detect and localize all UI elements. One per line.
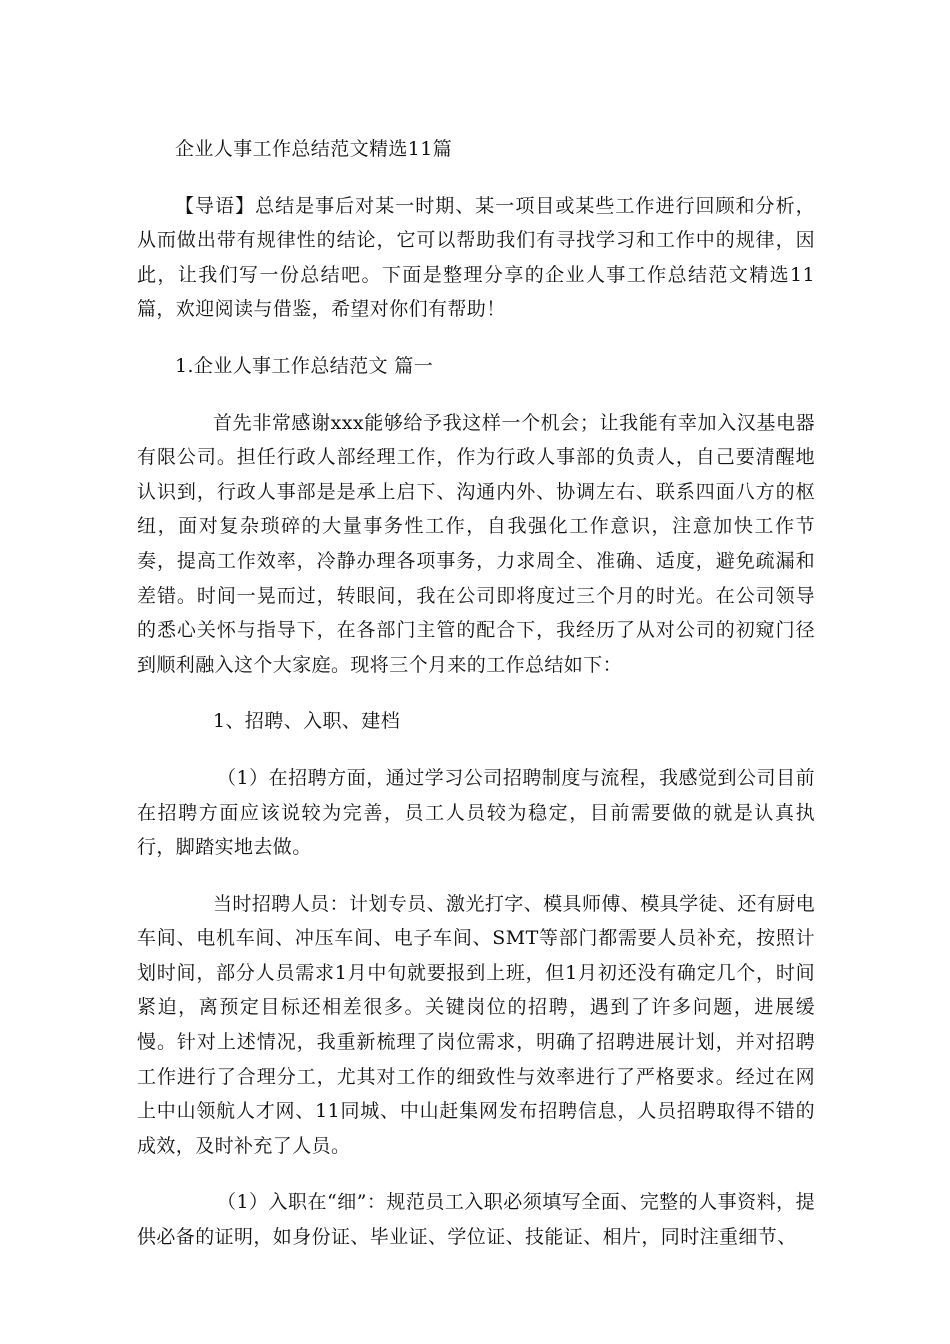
intro-paragraph: 【导语】总结是事后对某一时期、某一项目或某些工作进行回顾和分析，从而做出带有规律性的结论，它可以帮助我们有寻找学习和工作中的规律，因此，让我们写一份总结吧。下面是整理分享的企业人事工作总结范文精选11篇，欢迎阅读与借鉴，希望对你们有帮助！ bbox=[137, 194, 815, 321]
document-title: 企业人事工作总结范文精选11篇 bbox=[175, 138, 453, 160]
body-paragraph-2: （1）在招聘方面，通过学习公司招聘制度与流程，我感觉到公司目前在招聘方面应该说较为完善，员工人员较为稳定，目前需要做的就是认真执行，脚踏实地去做。 bbox=[137, 766, 815, 859]
subheading-recruitment: 1、招聘、入职、建档 bbox=[213, 710, 401, 733]
body-paragraph-1: 首先非常感谢xxx能够给予我这样一个机会；让我能有幸加入汉基电器有限公司。担任行政人部经理工作，作为行政人事部的负责人，自己要清醒地认识到，行政人事部是是承上启下、沟通内外、协调左右、联系四面八方的枢纽，面对复杂琐碎的大量事务性工作，自我强化工作意识，注意加快工作节奏，提高工作效率，冷静办理各项事务，力求周全、准确、适度，避免疏漏和差错。时间一晃而过，转眼间，我在公司即将度过三个月的时光。在公司领导的悉心关怀与指导下，在各部门主管的配合下，我经历了从对公司的初窥门径到顺利融入这个大家庭。现将三个月来的工作总结如下： bbox=[137, 411, 815, 676]
section-heading: 1.企业人事工作总结范文 篇一 bbox=[175, 354, 434, 377]
body-paragraph-3: 当时招聘人员：计划专员、激光打字、模具师傅、模具学徒、还有厨电车间、电机车间、冲压车间、电子车间、SMT等部门都需要人员补充，按照计划时间，部分人员需求1月中旬就要报到上班，但1月初还没有确定几个，时间紧迫，离预定目标还相差很多。关键岗位的招聘，遇到了许多问题，进展缓慢。针对上述情况，我重新梳理了岗位需求，明确了招聘进展计划，并对招聘工作进行了合理分工，尤其对工作的细致性与效率进行了严格要求。经过在网上中山领航人才网、11同城、中山赶集网发布招聘信息，人员招聘取得不错的成效，及时补充了人员。 bbox=[137, 892, 815, 1157]
body-paragraph-4: （1）入职在“细”：规范员工入职必须填写全面、完整的人事资料，提供必备的证明，如身份证、毕业证、学位证、技能证、相片，同时注重细节、 bbox=[137, 1191, 815, 1249]
document-body bbox=[137, 132, 815, 1277]
